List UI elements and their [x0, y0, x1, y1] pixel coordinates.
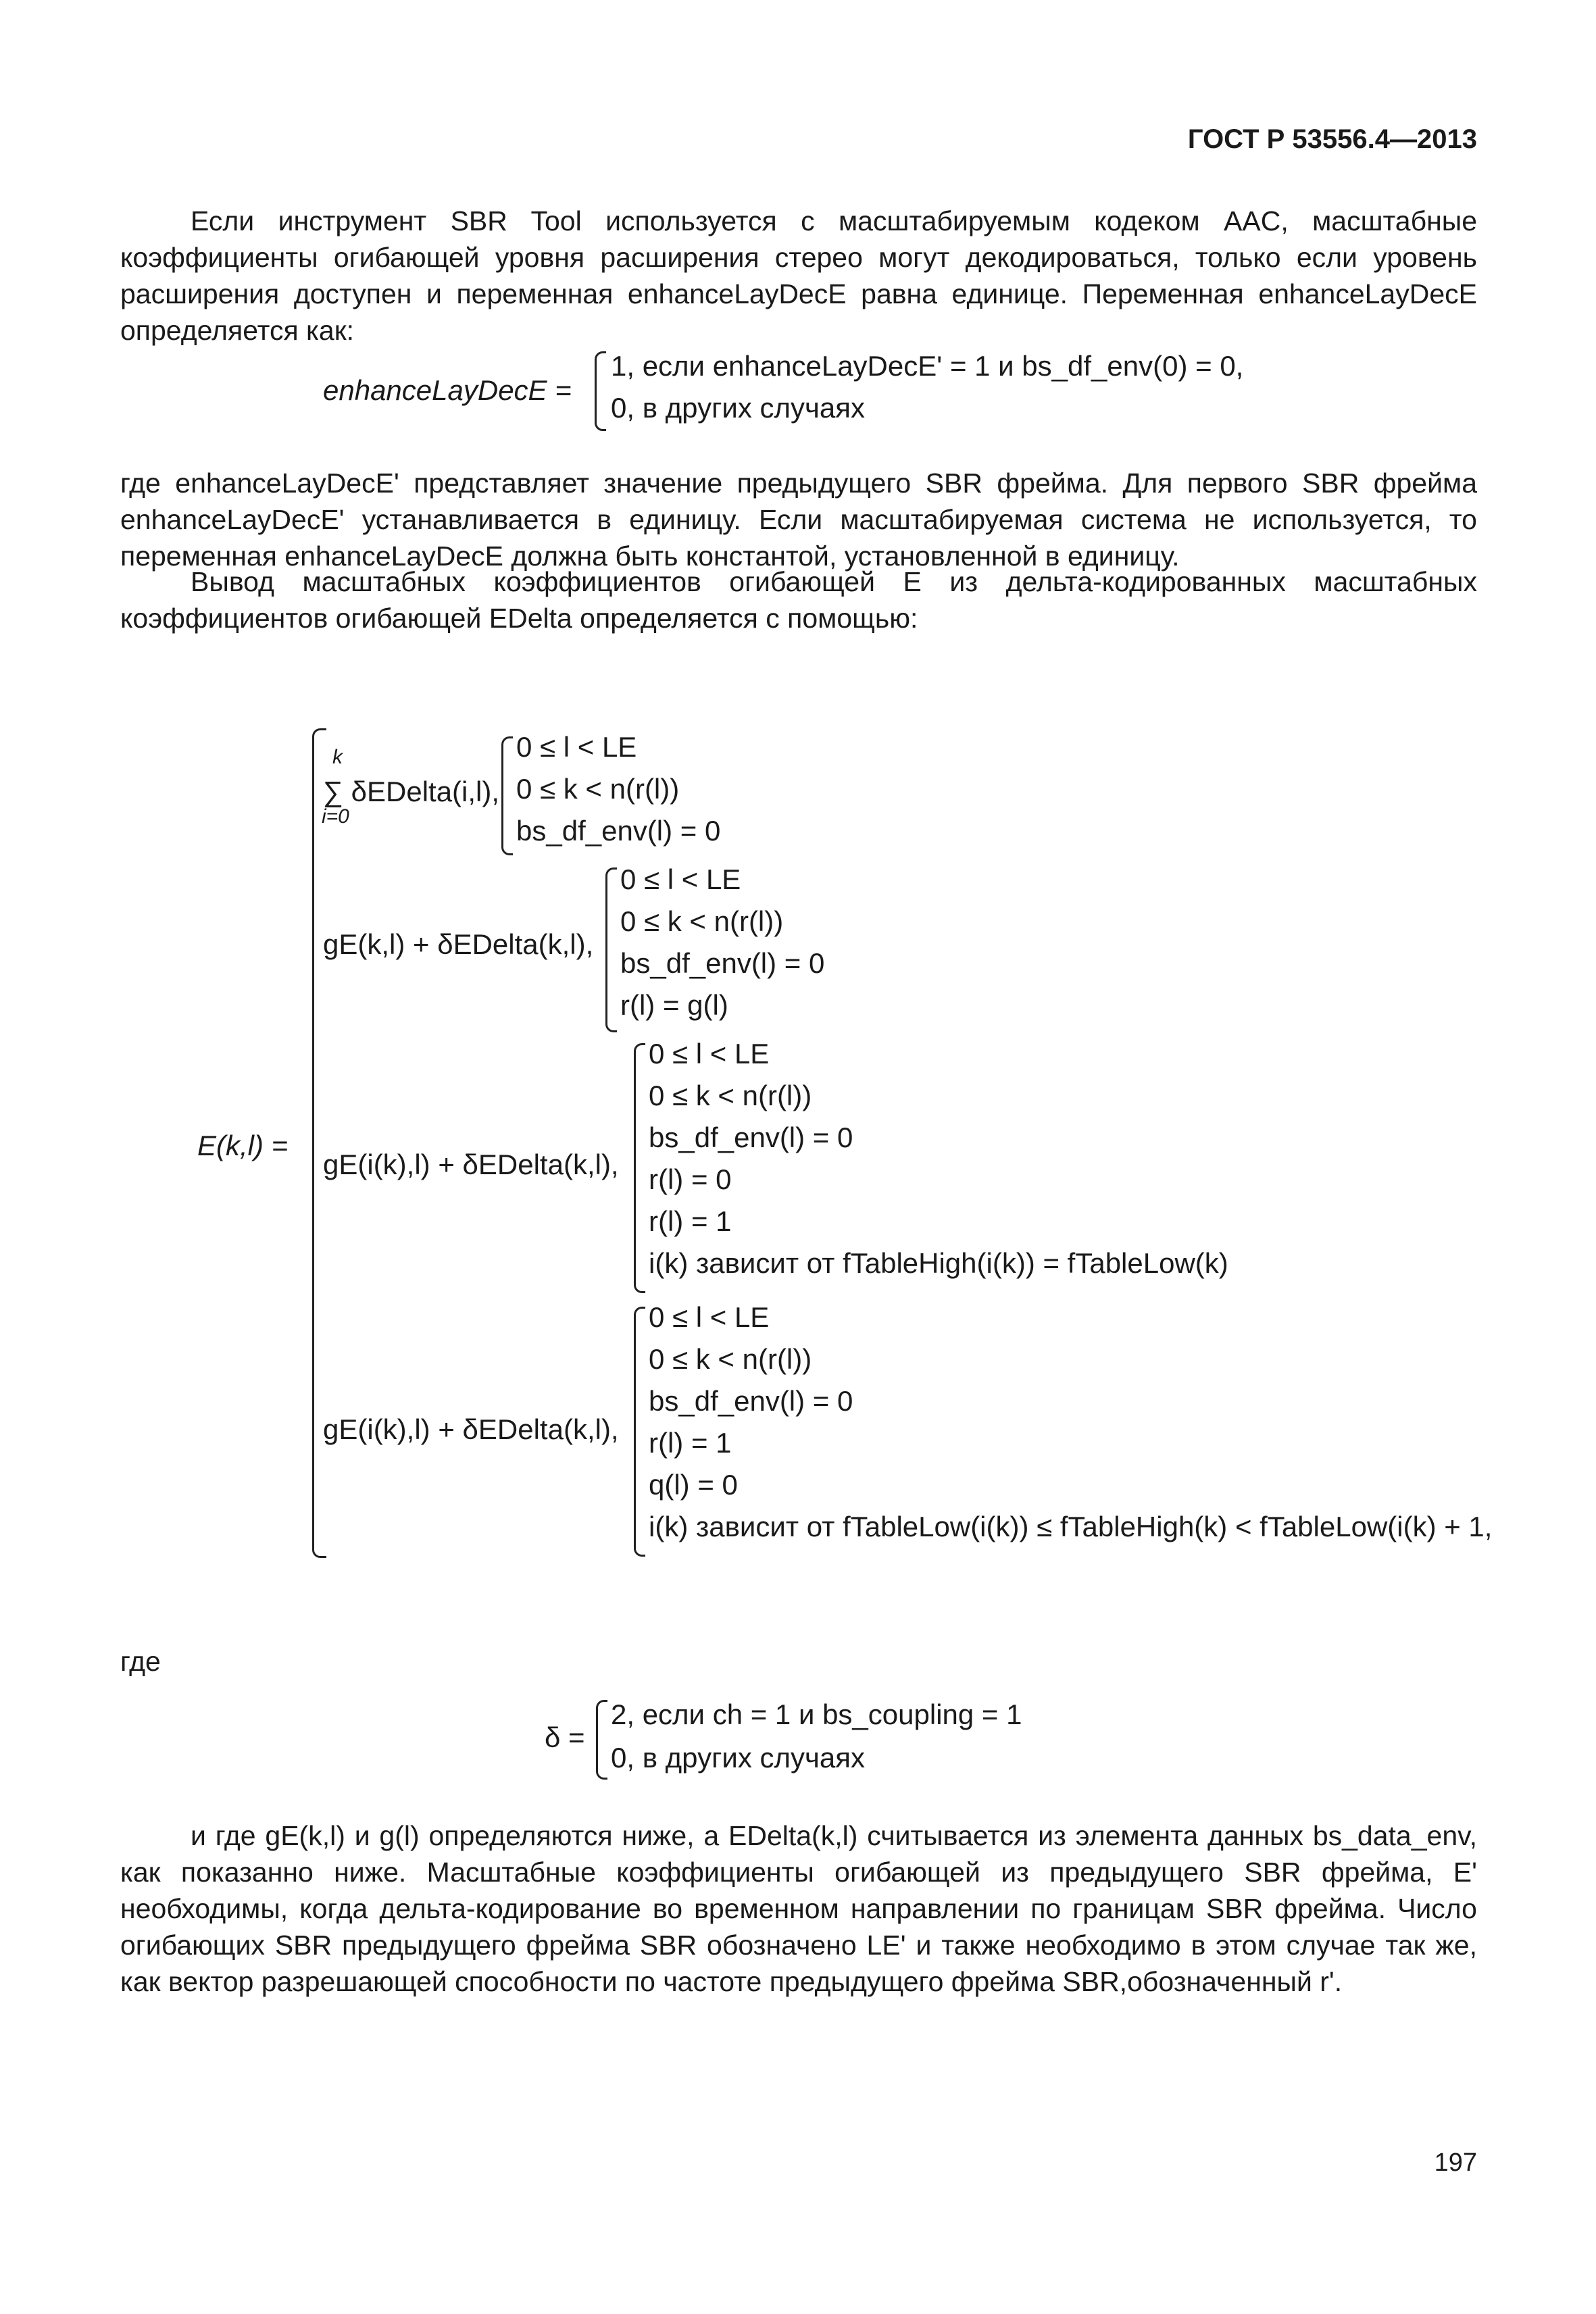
paragraph-1: Если инструмент SBR Tool используется с масштабируемым кодеком AAC, масштабные коэффициенты огибающей уровня расширения стерео могут декодироваться, только если уровень расширения доступен и переменная enhanceLayDecE равна единице. Переменная enhanceLayDecE определяется как: [120, 205, 1477, 346]
sum-lower-limit: i=0 [322, 805, 349, 828]
case-3-condition: 0 ≤ k < n(r(l)) [649, 1080, 812, 1111]
case-2-condition: 0 ≤ k < n(r(l)) [620, 905, 784, 937]
case-3-brace [634, 1043, 645, 1293]
case-3-condition: 0 ≤ l < LE [649, 1038, 770, 1070]
case-4-expression: gE(i(k),l) + δEDelta(k,l), [323, 1413, 619, 1445]
equation-case-2: 0, в других случаях [611, 1742, 866, 1774]
case-4-condition: bs_df_env(l) = 0 [649, 1385, 853, 1417]
equation-lhs: E(k,l) = [197, 1130, 289, 1161]
case-3-expression: gE(i(k),l) + δEDelta(k,l), [323, 1149, 619, 1180]
where-label: где [120, 1646, 161, 1677]
case-4-brace [634, 1307, 645, 1557]
equation-lhs: enhanceLayDecE = [323, 374, 572, 406]
case-1-brace [501, 736, 513, 855]
sum-upper-limit: k [332, 746, 343, 768]
case-4-condition: r(l) = 1 [649, 1427, 732, 1459]
document-id: ГОСТ Р 53556.4—2013 [1187, 124, 1477, 154]
equation-case-1: 1, если enhanceLayDecE' = 1 и bs_df_env(0) = 0, [611, 350, 1244, 382]
case-1-condition: 0 ≤ k < n(r(l)) [516, 773, 680, 805]
case-1-expression: ∑ δEDelta(i,l), [323, 776, 500, 807]
case-2-condition: bs_df_env(l) = 0 [620, 947, 825, 979]
case-1-condition: 0 ≤ l < LE [516, 731, 637, 763]
case-2-condition: r(l) = g(l) [620, 989, 728, 1021]
case-3-condition: r(l) = 1 [649, 1205, 732, 1237]
case-3-condition: r(l) = 0 [649, 1163, 732, 1195]
paragraph-2: где enhanceLayDecE' представляет значение предыдущего SBR фрейма. Для первого SBR фрейма enhanceLayDecE' устанавливается в единицу. Если масштабируемая система не используется, то переменная enhanceLayDecE должна быть константой, установленной в единицу. [120, 468, 1477, 572]
case-3-condition: i(k) зависит от fTableHigh(i(k)) = fTableLow(k) [649, 1247, 1228, 1279]
case-4-condition: 0 ≤ l < LE [649, 1301, 770, 1333]
paragraph-3: Вывод масштабных коэффициентов огибающей E из дельта-кодированных масштабных коэффициентов огибающей EDelta определяется с помощью: [120, 566, 1477, 634]
case-2-condition: 0 ≤ l < LE [620, 863, 741, 895]
case-4-condition: 0 ≤ k < n(r(l)) [649, 1343, 812, 1375]
case-4-condition: q(l) = 0 [649, 1469, 738, 1501]
equation-case-1: 2, если ch = 1 и bs_coupling = 1 [611, 1699, 1022, 1730]
page-number: 197 [1434, 2148, 1477, 2177]
equation-brace [596, 1700, 607, 1780]
case-1-condition: bs_df_env(l) = 0 [516, 815, 721, 847]
equation-case-2: 0, в других случаях [611, 392, 866, 424]
case-2-brace [605, 867, 617, 1032]
equation-brace [595, 351, 606, 431]
case-3-condition: bs_df_env(l) = 0 [649, 1122, 853, 1153]
case-2-expression: gE(k,l) + δEDelta(k,l), [323, 928, 594, 960]
paragraph-4: и где gE(k,l) и g(l) определяются ниже, а EDelta(k,l) считывается из элемента данных bs_data_env, как показанно ниже. Масштабные коэффициенты огибающей из предыдущего SBR фрейма, E' необходимы, когда дельта-кодирование во временном направлении по границам SBR фрейма. Число огибающих SBR предыдущего фрейма SBR обозначено LE' и также необходимо в этом случае так же, как вектор разрешающей способности по частоте предыдущего фрейма SBR,обозначенный r'. [120, 1820, 1477, 1997]
case-4-condition: i(k) зависит от fTableLow(i(k)) ≤ fTableHigh(k) < fTableLow(i(k) + 1, [649, 1511, 1493, 1542]
equation-lhs: δ = [545, 1721, 585, 1753]
